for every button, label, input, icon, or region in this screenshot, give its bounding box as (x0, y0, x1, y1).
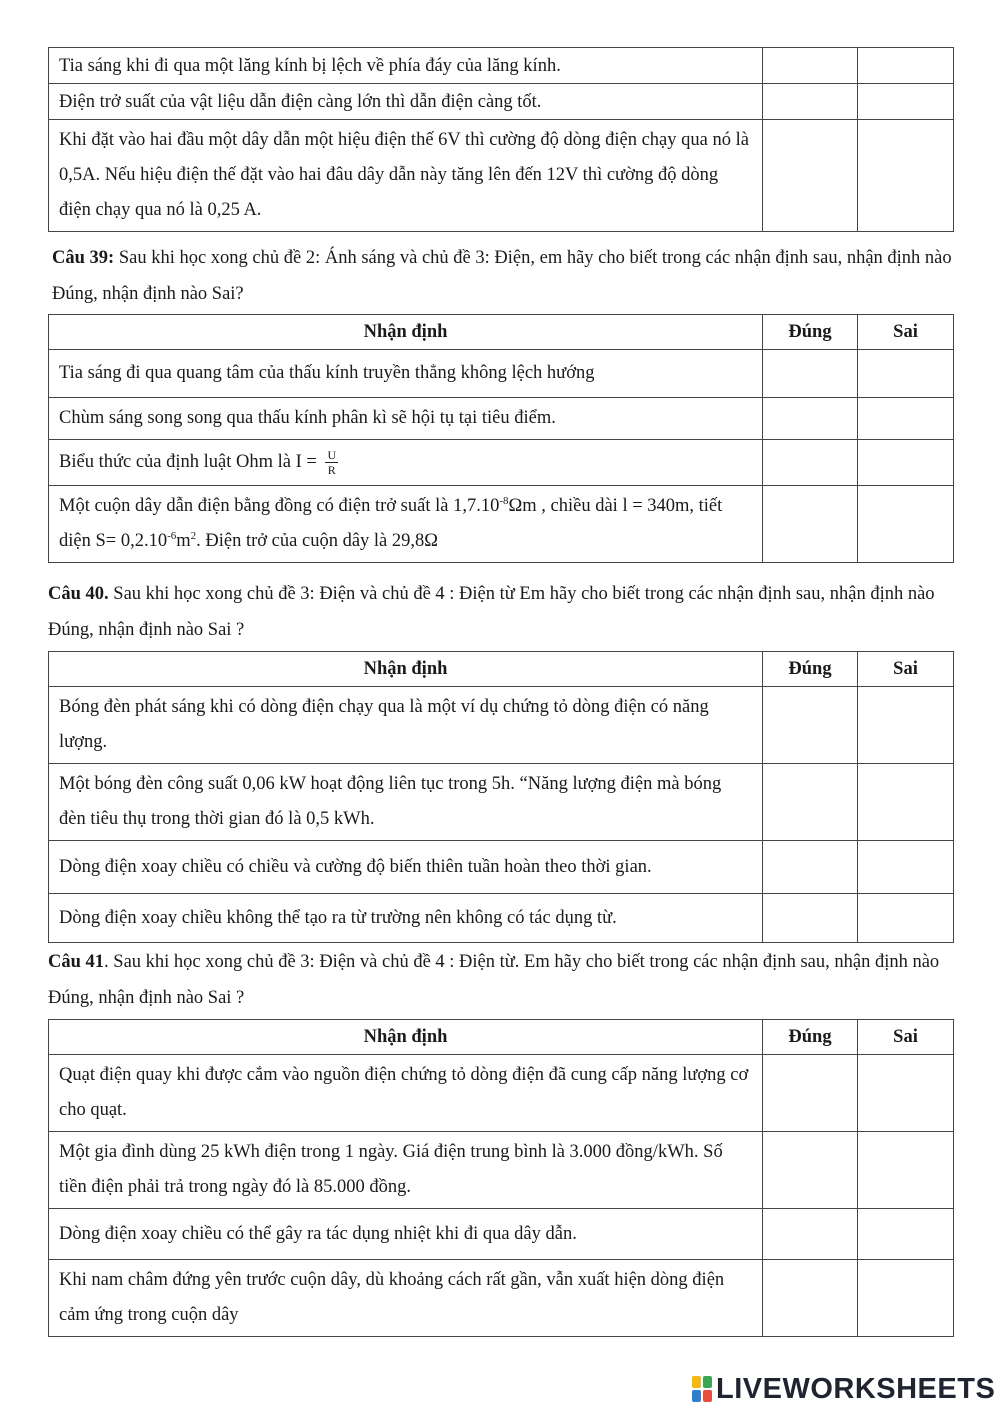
false-answer-cell[interactable] (858, 894, 954, 943)
table-header-row (49, 652, 954, 687)
table-row (49, 486, 954, 563)
question-41-prompt (48, 944, 958, 1016)
superscript: -8 (499, 494, 509, 507)
statement-cell: Một bóng đèn công suất 0,06 kW hoạt động liên tục trong 5h. “Năng lượng điện mà bóng đèn tiêu thụ trong thời gian đó là 0,5 kWh. (49, 764, 763, 841)
table-row (49, 1132, 954, 1209)
table-header-row (49, 315, 954, 350)
statement-cell (49, 486, 763, 563)
table-row (49, 1055, 954, 1132)
true-answer-cell[interactable] (763, 764, 858, 841)
true-answer-cell[interactable] (763, 1055, 858, 1132)
question-39-prompt (52, 240, 962, 312)
question-text: Sau khi học xong chủ đề 2: Ánh sáng và chủ đề 3: Điện, em hãy cho biết trong các nhận định sau, nhận định nào Đúng, nhận định nào Sai? (52, 248, 952, 304)
question-label: Câu 40. (48, 584, 109, 604)
table-row (49, 894, 954, 943)
superscript: -6 (167, 529, 177, 542)
statement-cell: Khi nam châm đứng yên trước cuộn dây, dù khoảng cách rất gần, vẫn xuất hiện dòng điện cảm ứng trong cuộn dây (49, 1260, 763, 1337)
table-row (49, 841, 954, 894)
true-answer-cell[interactable] (763, 687, 858, 764)
false-answer-cell[interactable] (858, 398, 954, 440)
question-40-prompt (48, 576, 958, 648)
false-answer-cell[interactable] (858, 1209, 954, 1260)
table-row (49, 120, 954, 232)
logo-square-icon (703, 1376, 712, 1388)
false-answer-cell[interactable] (858, 841, 954, 894)
table-row (49, 350, 954, 398)
fraction-numerator: U (327, 448, 337, 463)
text-part: Một cuộn dây dẫn điện bằng đồng có điện trở suất là 1,7.10 (59, 496, 500, 516)
true-answer-cell[interactable] (763, 398, 858, 440)
ohm-law-text: Biểu thức của định luật Ohm là I = (59, 452, 322, 472)
header-statement: Nhận định (49, 652, 763, 687)
text-part: Ωm , chiều dài l = 340m, tiết diện S= 0,2.10 (59, 496, 723, 551)
statement-cell: Dòng điện xoay chiều có chiều và cường độ biến thiên tuần hoàn theo thời gian. (49, 841, 763, 894)
table-row (49, 48, 954, 84)
statement-table-q41 (48, 1019, 954, 1337)
table-row (49, 687, 954, 764)
question-text: . Sau khi học xong chủ đề 3: Điện và chủ đề 4 : Điện từ. Em hãy cho biết trong các nhận định sau, nhận định nào Đúng, nhận định nào Sai ? (48, 952, 940, 1008)
false-answer-cell[interactable] (858, 1055, 954, 1132)
table-row (49, 764, 954, 841)
false-answer-cell[interactable] (858, 440, 954, 486)
header-false: Sai (858, 652, 954, 687)
logo-square-icon (703, 1390, 712, 1402)
table-row (49, 1260, 954, 1337)
true-answer-cell[interactable] (763, 841, 858, 894)
statement-cell: Chùm sáng song song qua thấu kính phân kì sẽ hội tụ tại tiêu điểm. (49, 398, 763, 440)
statement-cell: Tia sáng đi qua quang tâm của thấu kính truyền thẳng không lệch hướng (49, 350, 763, 398)
table-row (49, 398, 954, 440)
true-answer-cell[interactable] (763, 1209, 858, 1260)
table-row (49, 1209, 954, 1260)
header-false: Sai (858, 1020, 954, 1055)
header-true: Đúng (763, 652, 858, 687)
header-true: Đúng (763, 315, 858, 350)
statement-cell: Điện trở suất của vật liệu dẫn điện càng lớn thì dẫn điện càng tốt. (49, 84, 763, 120)
true-answer-cell[interactable] (763, 486, 858, 563)
true-answer-cell[interactable] (763, 1132, 858, 1209)
statement-table-q40 (48, 651, 954, 943)
false-answer-cell[interactable] (858, 486, 954, 563)
statement-cell: Dòng điện xoay chiều có thể gây ra tác dụng nhiệt khi đi qua dây dẫn. (49, 1209, 763, 1260)
fraction-denominator: R (327, 463, 336, 478)
table-row (49, 84, 954, 120)
liveworksheets-logo-icon (692, 1376, 712, 1402)
false-answer-cell[interactable] (858, 687, 954, 764)
statement-cell (49, 440, 763, 486)
true-answer-cell[interactable] (763, 440, 858, 486)
ohm-fraction (325, 448, 338, 477)
text-part: m (176, 531, 191, 551)
false-answer-cell[interactable] (858, 764, 954, 841)
false-answer-cell[interactable] (858, 84, 954, 120)
statement-cell: Quạt điện quay khi được cắm vào nguồn điện chứng tỏ dòng điện đã cung cấp năng lượng cơ cho quạt. (49, 1055, 763, 1132)
statement-cell: Khi đặt vào hai đầu một dây dẫn một hiệu điện thế 6V thì cường độ dòng điện chạy qua nó là 0,5A. Nếu hiệu điện thế đặt vào hai đâu dây dẫn này tăng lên đến 12V thì cường độ dòng điện chạy qua nó là 0,25 A. (49, 120, 763, 232)
superscript: 2 (190, 529, 197, 542)
true-answer-cell[interactable] (763, 350, 858, 398)
true-answer-cell[interactable] (763, 120, 858, 232)
true-answer-cell[interactable] (763, 894, 858, 943)
header-statement: Nhận định (49, 315, 763, 350)
table-header-row (49, 1020, 954, 1055)
false-answer-cell[interactable] (858, 48, 954, 84)
logo-text: LIVEWORKSHEETS (716, 1372, 996, 1405)
statement-table-previous (48, 47, 954, 232)
logo-square-icon (692, 1376, 701, 1388)
text-part: . Điện trở của cuộn dây là 29,8Ω (196, 531, 439, 551)
statement-table-q39 (48, 314, 954, 563)
logo-square-icon (692, 1390, 701, 1402)
question-text: Sau khi học xong chủ đề 3: Điện và chủ đề 4 : Điện từ Em hãy cho biết trong các nhận định sau, nhận định nào Đúng, nhận định nào Sai ? (48, 584, 935, 640)
statement-cell: Dòng điện xoay chiều không thể tạo ra từ trường nên không có tác dụng từ. (49, 894, 763, 943)
statement-cell: Bóng đèn phát sáng khi có dòng điện chạy qua là một ví dụ chứng tỏ dòng điện có năng lượng. (49, 687, 763, 764)
header-false: Sai (858, 315, 954, 350)
header-statement: Nhận định (49, 1020, 763, 1055)
false-answer-cell[interactable] (858, 1260, 954, 1337)
true-answer-cell[interactable] (763, 84, 858, 120)
true-answer-cell[interactable] (763, 1260, 858, 1337)
question-label: Câu 39: (52, 248, 115, 268)
question-label: Câu 41 (48, 952, 105, 972)
false-answer-cell[interactable] (858, 120, 954, 232)
false-answer-cell[interactable] (858, 1132, 954, 1209)
statement-cell: Một gia đình dùng 25 kWh điện trong 1 ngày. Giá điện trung bình là 3.000 đồng/kWh. Số tiền điện phải trả trong ngày đó là 85.000 đồng. (49, 1132, 763, 1209)
liveworksheets-logo[interactable] (692, 1373, 995, 1405)
header-true: Đúng (763, 1020, 858, 1055)
statement-cell: Tia sáng khi đi qua một lăng kính bị lệch về phía đáy của lăng kính. (49, 48, 763, 84)
false-answer-cell[interactable] (858, 350, 954, 398)
table-row (49, 440, 954, 486)
true-answer-cell[interactable] (763, 48, 858, 84)
